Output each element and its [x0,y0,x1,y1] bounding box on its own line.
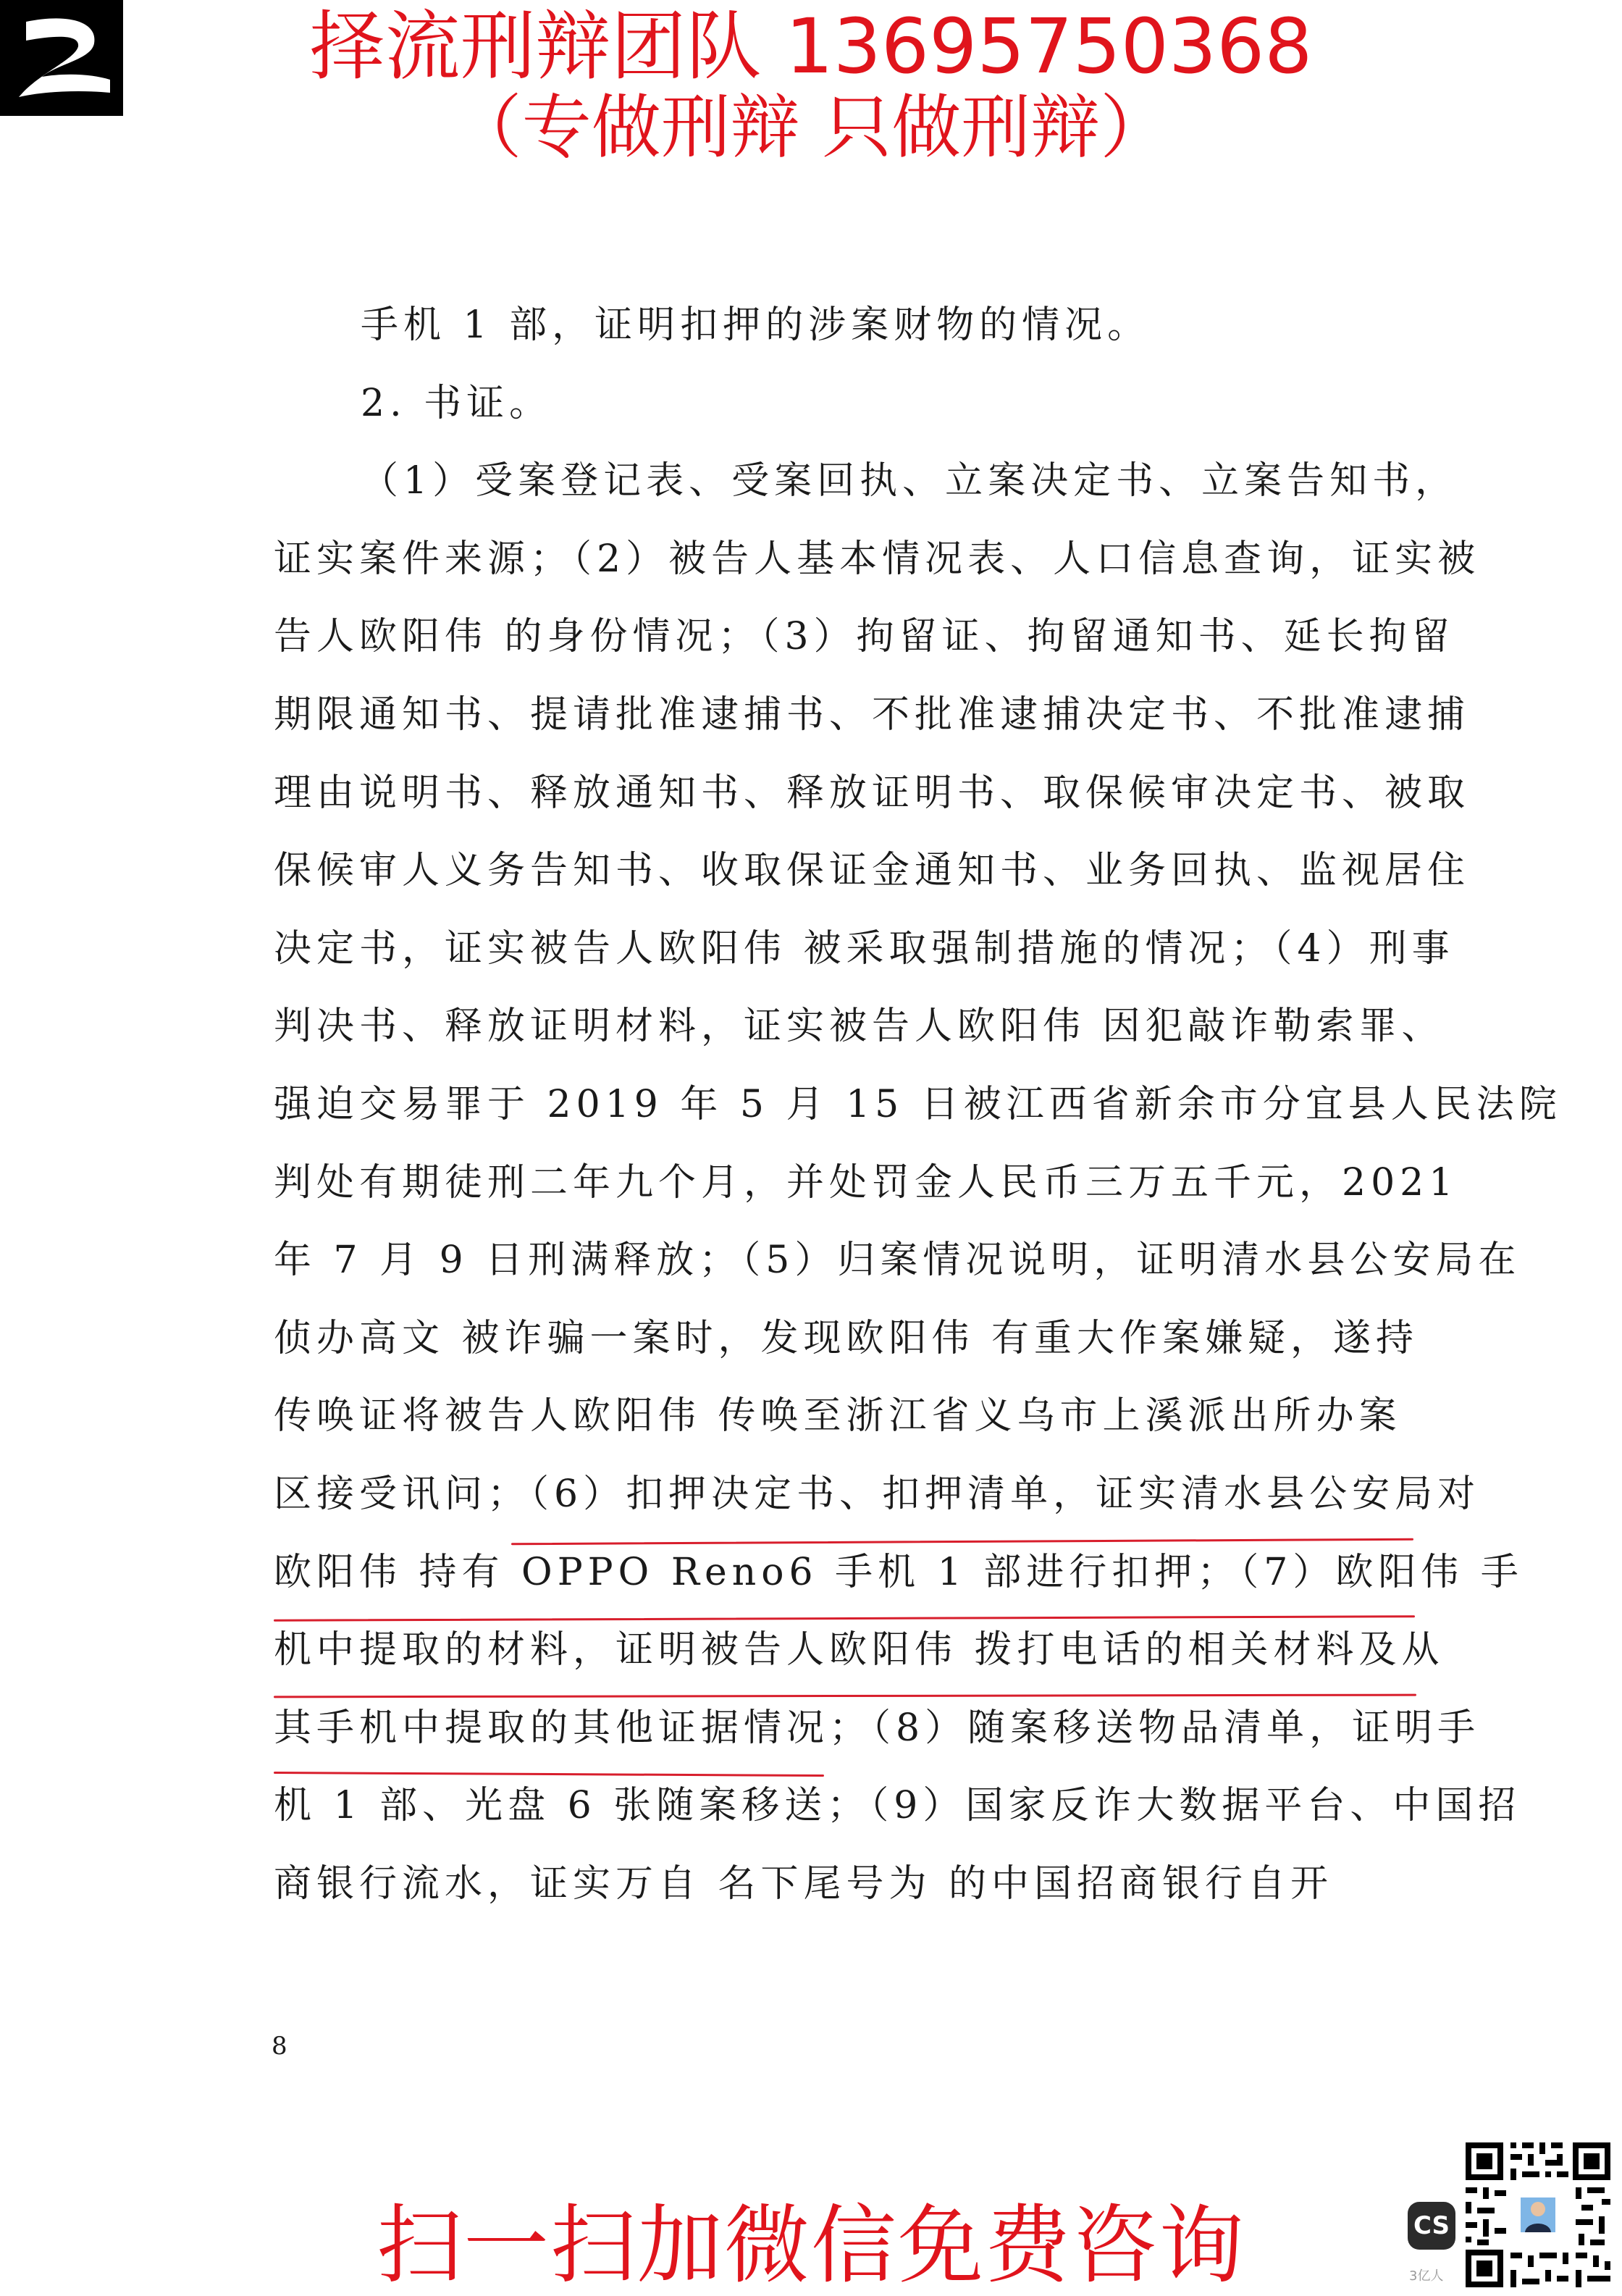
text-line: 保候审人义务告知书、收取保证金通知书、业务回执、监视居住 [274,849,1471,893]
text-line: 理由说明书、释放通知书、释放证明书、取保候审决定书、被取 [274,771,1471,815]
header-subtitle: （专做刑辩 只做刑辩） [452,87,1170,168]
text-line: 商银行流水，证实万自 名下尾号为 的中国招商银行自开 [274,1861,1334,1906]
text-line: 决定书，证实被告人欧阳伟 被采取强制措施的情况；（4）刑事 [274,926,1455,971]
text-line: 强迫交易罪于 2019 年 5 月 15 日被江西省新余市分宜县人民法院 [274,1082,1562,1126]
text-line: 机中提取的材料，证明被告人欧阳伟 拨打电话的相关材料及从 [274,1628,1445,1672]
text-line: 证实案件来源；（2）被告人基本情况表、人口信息查询，证实被 [274,537,1481,581]
text-line: （1）受案登记表、受案回执、立案决定书、立案告知书， [361,459,1458,503]
text-line: 侦办高文 被诈骗一案时，发现欧阳伟 有重大作案嫌疑，遂持 [274,1316,1419,1360]
scanner-caption: 3亿人 [1409,2268,1444,2284]
text-line: 传唤证将被告人欧阳伟 传唤至浙江省义乌市上溪派出所办案 [274,1394,1402,1438]
text-line: 区接受讯问；（6）扣押决定书、扣押清单，证实清水县公安局对 [274,1472,1481,1516]
text-line: 2. 书证。 [361,381,552,425]
wechat-qr-code[interactable] [1460,2137,1616,2293]
text-line: 年 7 月 9 日刑满释放；（5）归案情况说明，证明清水县公安局在 [274,1239,1521,1283]
scanner-app-icon: CS [1408,2202,1455,2250]
page-number: 8 [272,2032,287,2061]
document-body [274,287,1562,1923]
text-line: 欧阳伟 持有 OPPO Reno6 手机 1 部进行扣押；（7）欧阳伟 手 [274,1550,1524,1594]
text-line: 期限通知书、提请批准逮捕书、不批准逮捕决定书、不批准逮捕 [274,692,1471,737]
header-title: 择流刑辩团队 13695750368 [309,2,1313,91]
text-line: 告人欧阳伟 的身份情况；（3）拘留证、拘留通知书、延长拘留 [274,615,1455,659]
text-line: 判决书、释放证明材料，证实被告人欧阳伟 因犯敲诈勒索罪、 [274,1005,1445,1049]
text-line: 其手机中提取的其他证据情况；（8）随案移送物品清单，证明手 [274,1706,1481,1750]
footer-cta: 扫一扫加微信免费咨询 [376,2195,1245,2295]
text-line: 手机 1 部，证明扣押的涉案财物的情况。 [361,303,1151,347]
text-line: 机 1 部、光盘 6 张随案移送；（9）国家反诈大数据平台、中国招 [274,1784,1521,1828]
text-line: 判处有期徒刑二年九个月，并处罚金人民币三万五千元，2021 [274,1160,1458,1204]
